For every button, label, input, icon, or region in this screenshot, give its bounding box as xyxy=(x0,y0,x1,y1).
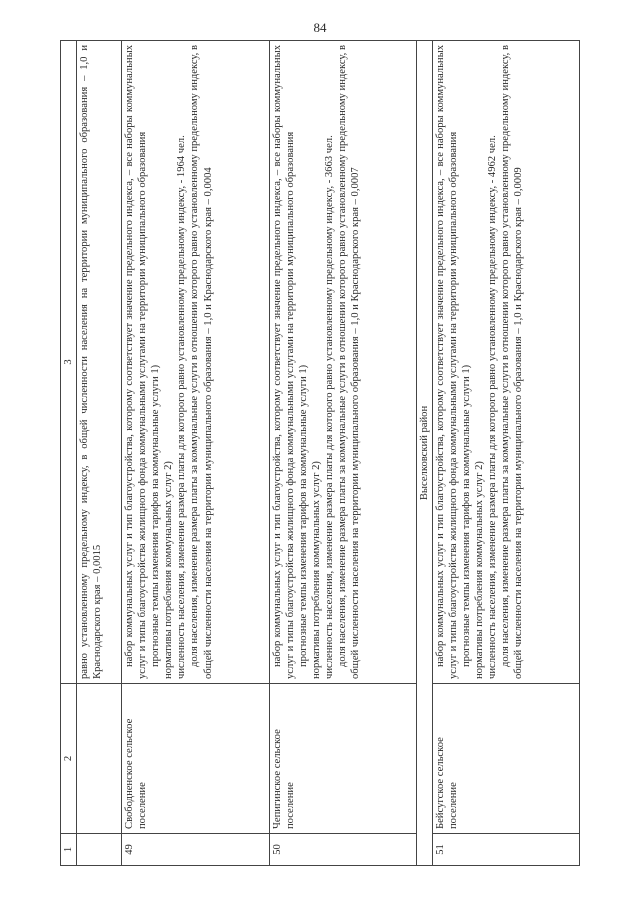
row-details xyxy=(432,40,579,683)
district-row xyxy=(416,40,432,865)
detail-line: нормативы потребления коммунальных услуг 2) xyxy=(473,460,485,679)
page-number: 84 xyxy=(313,20,327,35)
detail-line: численность населения, изменение размера платы для которого равно установленному предельному индексу, - 3663 чел. xyxy=(323,134,335,679)
indices-table xyxy=(60,40,580,866)
detail-line: прогнозные темпы изменения тарифов на коммунальные услуги 1) xyxy=(297,364,309,667)
row-number: 49 xyxy=(122,833,269,865)
row-number: 50 xyxy=(269,833,416,865)
header-col-2: 2 xyxy=(61,683,77,833)
detail-line: нормативы потребления коммунальных услуг 2) xyxy=(310,460,322,679)
detail-line: прогнозные темпы изменения тарифов на коммунальные услуги 1) xyxy=(460,364,472,667)
settlement-name: Свободненское сельское поселение xyxy=(122,683,269,833)
detail-line: численность населения, изменение размера платы для которого равно установленному предельному индексу, - 1964 чел. xyxy=(176,134,188,679)
header-row xyxy=(61,40,77,865)
header-col-1: 1 xyxy=(61,833,77,865)
row-details xyxy=(122,40,269,683)
row-number: 51 xyxy=(432,833,579,865)
table-row xyxy=(269,40,416,865)
table-row xyxy=(122,40,269,865)
detail-line: численность населения, изменение размера платы для которого равно установленному предельному индексу, - 4962 чел. xyxy=(486,134,498,679)
detail-line: доля населения, изменение размера платы за коммунальные услуги в отношении которого равно установленному предельному индексу, в общей численности населения на территории муниципального образования – 1,0 и Краснодарского края – 0,0009 xyxy=(499,44,524,679)
detail-line: прогнозные темпы изменения тарифов на коммунальные услуги 1) xyxy=(150,364,162,667)
detail-line: доля населения, изменение размера платы за коммунальные услуги в отношении которого равно установленному предельному индексу, в общей численности населения на территории муниципального образования – 1,0 и Краснодарского края – 0,0004 xyxy=(189,44,214,679)
continuation-row xyxy=(77,40,122,865)
settlement-name: Чепигинское сельское поселение xyxy=(269,683,416,833)
rotated-table-container xyxy=(60,40,580,866)
detail-line: набор коммунальных услуг и тип благоустройства, которому соответствует значение предельного индекса, – все наборы коммунальных услуг и типы благоустройства жилищного фонда коммунальными услугами на территории муниципального образования xyxy=(434,44,459,679)
detail-line: нормативы потребления коммунальных услуг 2) xyxy=(163,460,175,679)
table-row xyxy=(432,40,579,865)
district-name: Выселковский район xyxy=(416,40,432,865)
continuation-text xyxy=(77,40,122,683)
detail-line: доля населения, изменение размера платы за коммунальные услуги в отношении которого равно установленному предельному индексу, в общей численности населения на территории муниципального образования – 1,0 и Краснодарского края – 0,0007 xyxy=(336,44,361,679)
header-col-3: 3 xyxy=(61,40,77,683)
row-details xyxy=(269,40,416,683)
detail-line: набор коммунальных услуг и тип благоустройства, которому соответствует значение предельного индекса, – все наборы коммунальных услуг и типы благоустройства жилищного фонда коммунальными услугами на территории муниципального образования xyxy=(271,44,296,679)
settlement-name: Бейсугское сельское поселение xyxy=(432,683,579,833)
detail-line: набор коммунальных услуг и тип благоустройства, которому соответствует значение предельного индекса, – все наборы коммунальных услуг и типы благоустройства жилищного фонда коммунальными услугами на территории муниципального образования xyxy=(124,44,149,679)
continuation-line: равно установленному предельному индексу, в общей численности населения на территории муниципального образования – 1,0 и Краснодарского края – 0,0015 xyxy=(79,44,104,679)
